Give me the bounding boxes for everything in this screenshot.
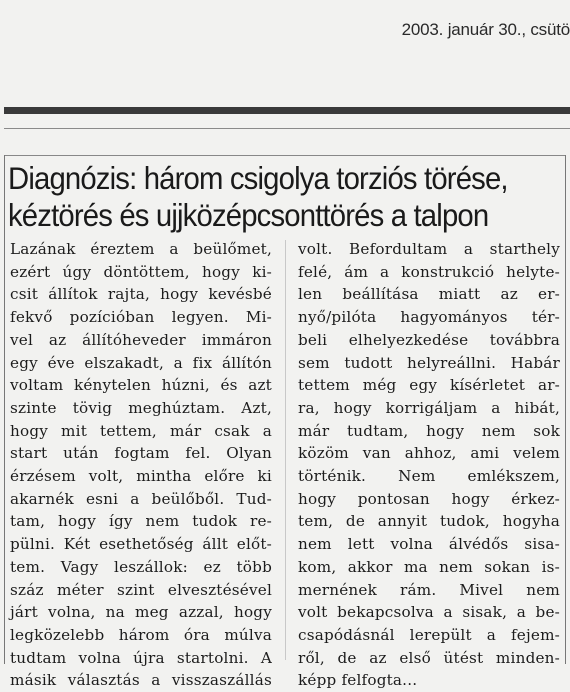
article-text-line: másik választás a visszaszállás <box>10 671 272 690</box>
article-text-line: kom, akkor ma nem sokan is- <box>298 557 560 576</box>
article-text-line: már tudtam, hogy nem sok <box>298 421 560 440</box>
article-text-line: tem. Vagy leszállok: ez több <box>10 557 272 576</box>
article-text-line: szinte tövig meghúztam. Azt, <box>10 398 272 417</box>
clipping-right-edge <box>565 155 566 664</box>
article-text-line: pülni. Két esethetőség állt előt- <box>10 535 272 554</box>
dateline: 2003. január 30., csütö <box>401 20 570 39</box>
article-text-line: akarnék esni a beülőből. Tud- <box>10 489 272 508</box>
article-text-line: vel az állítóheveder immáron <box>10 330 272 349</box>
article-text-line: tam, hogy így nem tudok re- <box>10 512 272 531</box>
article-text-line: Lazának éreztem a beülőmet, <box>10 240 272 258</box>
article-text-line: ről, de az első ütést minden- <box>298 648 560 667</box>
article-text-line: mernének rám. Mivel nem <box>298 580 560 599</box>
article-text-line: volt bekapcsolva a sisak, a be- <box>298 603 560 622</box>
article-text-line: hogy pontosan hogy érkez- <box>298 489 560 508</box>
article-text-line: egy éve elszakadt, a fix állítón <box>10 353 272 372</box>
article-text-line: volt. Befordultam a starthely <box>298 240 560 258</box>
article-text-line: csapódásnál lerepült a fejem- <box>298 625 560 644</box>
article-text-line: fekvő pozícióban legyen. Mi- <box>10 308 272 327</box>
headline-line-1: Diagnózis: három csigolya torziós törése, <box>8 160 508 196</box>
article-text-line: száz méter szint elvesztésével <box>10 580 272 599</box>
article-text-line: tem, de annyit tudok, hogyha <box>298 512 560 531</box>
article-text-line: len beállítása miatt az er- <box>298 285 560 304</box>
article-text-line: történik. Nem emlékszem, <box>298 467 560 486</box>
article-text-line: start után fogtam fel. Olyan <box>10 444 272 463</box>
article-text-line: sem tudott helyreállni. Habár <box>298 353 560 372</box>
article-text-line: legközelebb három óra múlva <box>10 625 272 644</box>
header-rule-thick <box>4 107 570 114</box>
article-headline <box>8 160 524 234</box>
article-column-right <box>298 238 560 692</box>
article-text-line: hogy mit tettem, már csak a <box>10 421 272 440</box>
article-text-line: érzésem volt, mintha előre ki <box>10 467 272 486</box>
article-text-line: nem lett volna álvédős sisa- <box>298 535 560 554</box>
article-text-line: felé, ám a konstrukció helyte- <box>298 262 560 281</box>
clipping-left-edge <box>4 155 5 664</box>
article-text-line: járt volna, na meg azzal, hogy <box>10 603 272 622</box>
article-text-line: ra, hogy korrigáljam a hibát, <box>298 398 560 417</box>
article-text-line: tudtam volna újra startolni. A <box>10 648 272 667</box>
headline-line-2: kéztörés és ujjközépcsonttörés a talpon <box>8 197 489 233</box>
clipping-top-edge <box>4 155 566 156</box>
header-rule-thin <box>4 128 570 129</box>
article-text-line: ezért úgy döntöttem, hogy ki- <box>10 262 272 281</box>
column-divider <box>285 240 286 660</box>
article-text-line: tettem még egy kísérletet ar- <box>298 376 560 395</box>
article-text-line: közöm van ahhoz, ami velem <box>298 444 560 463</box>
article-text-line: csit állítok rajta, hogy kevésbé <box>10 285 272 304</box>
article-text-line: nyő/pilóta hagyományos tér- <box>298 308 560 327</box>
article-text-line: képp felfogta... <box>298 671 418 690</box>
article-text-line: beli elhelyezkedése továbbra <box>298 330 560 349</box>
article-text-line: voltam kénytelen húzni, és azt <box>10 376 272 395</box>
article-column-left <box>10 238 272 692</box>
